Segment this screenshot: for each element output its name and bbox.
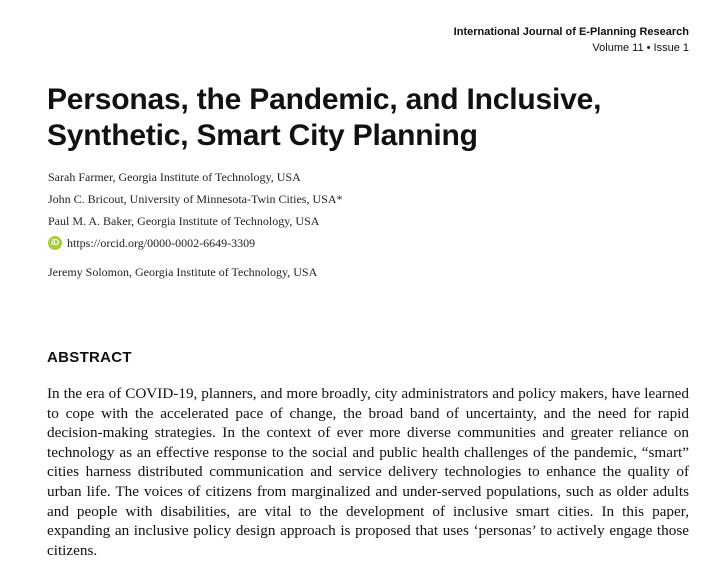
journal-header [454,24,689,56]
abstract-text: In the era of COVID-19, planners, and more broadly, city administrators and policy makers, have learned to cope with the accelerated pace of change, the broad band of uncertainty, and the need for rapid decision-making strategies. In the context of ever more diverse communities and greater reliance on technology as an effective response to the social and public health challenges of the pandemic, “smart” cities harness distributed communication and service delivery technologies to enhance the quality of urban life. The voices of citizens from marginalized and under-served populations, such as older adults and people with disabilities, are vital to the development of inclusive smart cities. In this paper, expanding an inclusive policy design approach is proposed that uses ‘personas’ to actively engage those citizens. [47,385,689,559]
author-2: John C. Bricout, University of Minnesota-Twin Cities, USA* [48,192,343,206]
orcid-row [48,232,342,254]
orcid-icon[interactable]: iD [48,236,62,250]
author-3: Paul M. A. Baker, Georgia Institute of Technology, USA [48,214,320,228]
author-list [48,166,342,283]
paper-title [47,82,687,154]
orcid-link[interactable]: https://orcid.org/0000-0002-6649-3309 [67,236,256,250]
journal-name: International Journal of E-Planning Research [453,26,689,38]
author-1: Sarah Farmer, Georgia Institute of Technology, USA [48,170,301,184]
paper-title-line-2: Synthetic, Smart City Planning [47,119,478,152]
abstract-heading: ABSTRACT [47,349,132,366]
paper-title-line-1: Personas, the Pandemic, and Inclusive, [47,83,602,116]
journal-volume-issue: Volume 11 • Issue 1 [592,42,689,54]
author-4: Jeremy Solomon, Georgia Institute of Technology, USA [48,265,318,279]
